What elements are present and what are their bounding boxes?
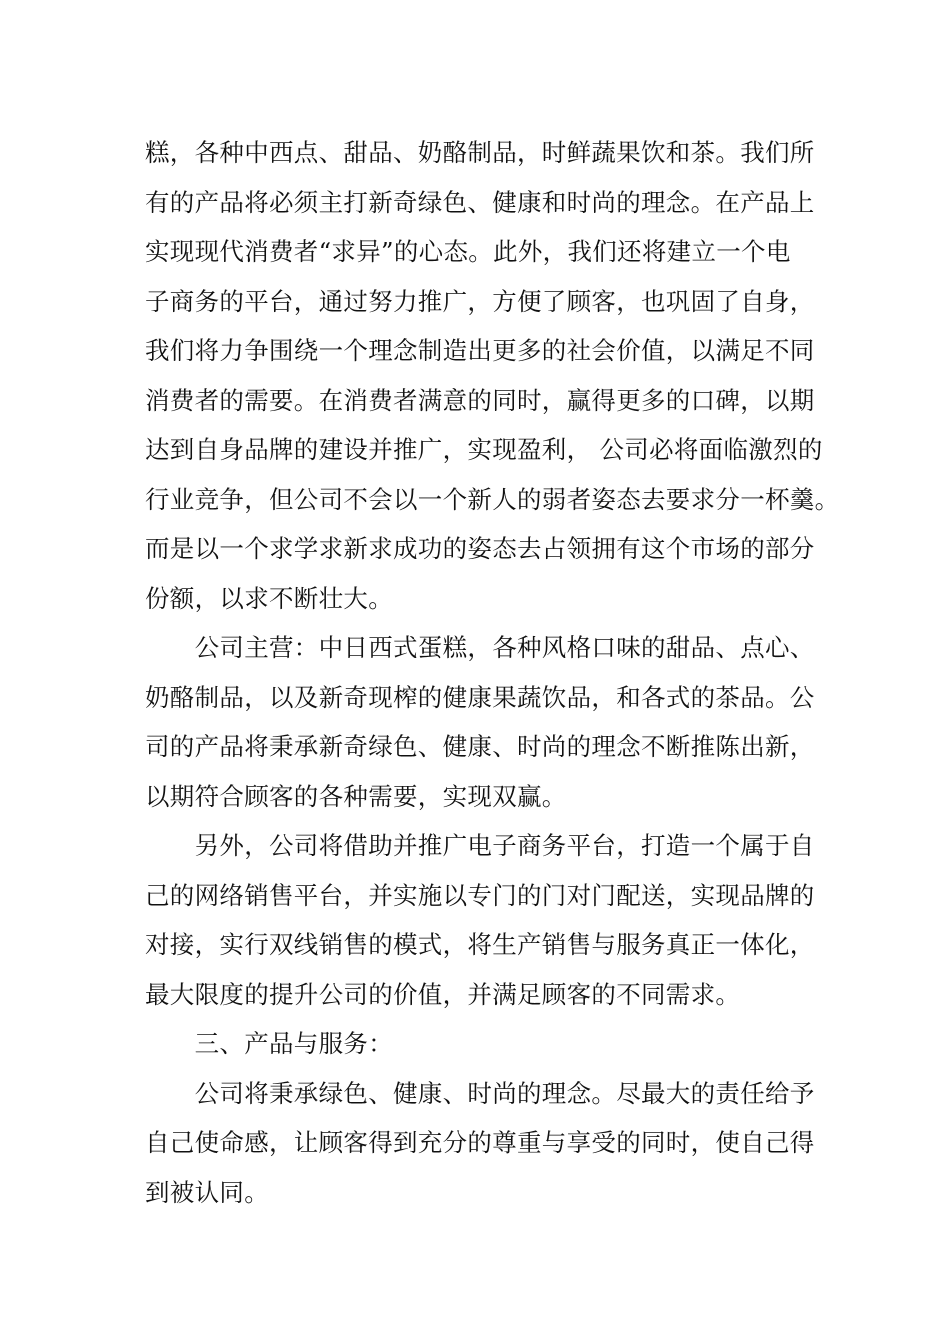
paragraph-start-line: 公司将秉承绿色、健康、时尚的理念。尽最大的责任给予 — [145, 1078, 815, 1108]
text-line: 到被认同。 — [145, 1177, 269, 1207]
text-line: 份额，以求不断壮大。 — [145, 583, 393, 613]
text-line: 己的网络销售平台，并实施以专门的门对门配送，实现品牌的 — [145, 880, 815, 910]
section-heading: 三、产品与服务： — [145, 1029, 393, 1058]
text-line: 消费者的需要。在消费者满意的同时，赢得更多的口碑，以期 — [145, 385, 815, 415]
paragraph-start-line: 另外，公司将借助并推广电子商务平台，打造一个属于自 — [145, 831, 815, 860]
text-line: 而是以一个求学求新求成功的姿态去占领拥有这个市场的部分 — [145, 534, 815, 563]
paragraph-start-line: 公司主营：中日西式蛋糕，各种风格口味的甜品、点心、 — [145, 633, 815, 662]
text-line: 自己使命感，让顾客得到充分的尊重与享受的同时，使自己得 — [145, 1128, 815, 1157]
text-line: 以期符合顾客的各种需要，实现双赢。 — [145, 781, 567, 811]
text-line: 司的产品将秉承新奇绿色、健康、时尚的理念不断推陈出新， — [145, 732, 815, 761]
text-line: 我们将力争围绕一个理念制造出更多的社会价值，以满足不同 — [145, 336, 815, 365]
text-line: 最大限度的提升公司的价值，并满足顾客的不同需求。 — [145, 979, 741, 1009]
text-line: 实现现代消费者“求异”的心态。此外，我们还将建立一个电 — [145, 237, 791, 266]
text-line: 糕，各种中西点、甜品、奶酪制品，时鲜蔬果饮和茶。我们所 — [145, 138, 815, 167]
body-text — [145, 128, 845, 1217]
text-line: 对接，实行双线销售的模式，将生产销售与服务真正一体化， — [145, 930, 815, 959]
text-line: 达到自身品牌的建设并推广，实现盈利， 公司必将面临激烈的 — [145, 435, 823, 464]
text-line: 子商务的平台，通过努力推广，方便了顾客，也巩固了自身， — [145, 286, 815, 316]
text-line: 行业竞争，但公司不会以一个新人的弱者姿态去要求分一杯羹。 — [145, 484, 840, 514]
text-line: 奶酪制品，以及新奇现榨的健康果蔬饮品，和各式的茶品。公 — [145, 682, 815, 712]
text-line: 有的产品将必须主打新奇绿色、健康和时尚的理念。在产品上 — [145, 187, 815, 217]
